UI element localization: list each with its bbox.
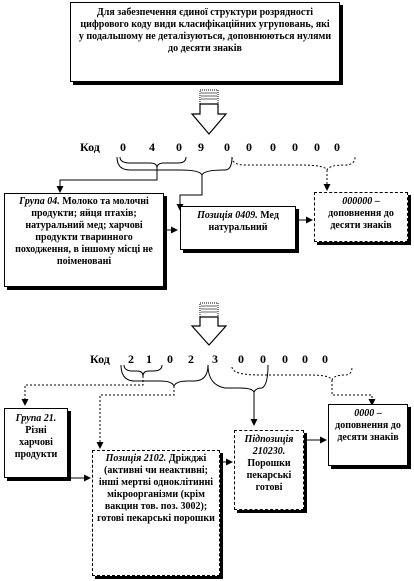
- code-digit: 0: [238, 352, 244, 366]
- brace-subposition-2: [208, 365, 268, 392]
- position-text: Мед натуральний: [208, 210, 279, 233]
- intro-text: Для забезпечення єдиної структури розрядності цифрового коду види класифікаційних угруповань, які у подальшому не деталізуються, доповнюються нулями до десяти знаків: [78, 7, 332, 54]
- code-digit: 0: [334, 140, 340, 154]
- code-digit: 0: [167, 352, 173, 366]
- code-digit: 0: [314, 140, 320, 154]
- brace-padding-2: [232, 367, 352, 380]
- code-digit: 0: [292, 140, 298, 154]
- code-digit: 0: [224, 140, 230, 154]
- subposition-box-2: [234, 430, 304, 510]
- code-label: Код: [90, 352, 110, 366]
- down-arrow-1: [192, 90, 226, 134]
- subposition-title: Підпозиція 210230.: [244, 434, 294, 457]
- brace-position-1: [117, 157, 232, 175]
- group-text: Різні харчові продукти: [14, 425, 58, 460]
- padding-text: – доповнення до десяти знаків: [335, 408, 401, 443]
- code-digit: 0: [176, 140, 182, 154]
- group-title: Група 21.: [15, 413, 57, 424]
- code-digit: 0: [246, 140, 252, 154]
- code-digit: 0: [302, 352, 308, 366]
- code-digit: 2: [188, 352, 194, 366]
- down-arrow-2: [192, 303, 226, 345]
- code-digit: 0: [270, 140, 276, 154]
- group-box-1: [4, 193, 164, 287]
- padding-title: 000000: [342, 196, 373, 207]
- code-digit: 0: [322, 352, 328, 366]
- padding-text: – доповнення до десяти знаків: [328, 196, 394, 231]
- position-text: Дріжджі (активні чи неактивні; інші мертві одноклітинні мікроорганізми (крім вакцин тов. поз. 3002); готові пекарські порошки: [97, 453, 215, 524]
- position-box-2: [92, 450, 220, 576]
- code-digit: 9: [198, 140, 204, 154]
- padding-title: 0000: [354, 408, 375, 419]
- padding-box-1: [314, 192, 408, 242]
- code-digit: 0: [260, 352, 266, 366]
- code-digit: 3: [212, 352, 218, 366]
- code-digit: 2: [128, 352, 134, 366]
- position-box-1: [180, 206, 296, 250]
- code-digit: 1: [146, 352, 152, 366]
- intro-box: [70, 2, 340, 82]
- code-digit: 4: [149, 140, 155, 154]
- code-label: Код: [80, 140, 100, 154]
- group-box-2: [4, 408, 68, 478]
- padding-box-2: [328, 404, 408, 466]
- code-digit: 0: [120, 140, 126, 154]
- brace-padding-1: [232, 157, 355, 170]
- brace-group-1: [120, 157, 186, 168]
- group-title: Група 04.: [19, 196, 60, 207]
- brace-position-2: [121, 365, 208, 386]
- position-title: Позиція 2102.: [105, 453, 167, 464]
- code-digit: 0: [282, 352, 288, 366]
- subposition-text: Порошки пекарські готові: [246, 458, 292, 493]
- group-text: Молоко та молочні продукти; яйця птахів; натуральний мед; харчові продукти тваринного походження, в іншому місці не поіменовані: [15, 196, 153, 267]
- position-title: Позиція 0409.: [197, 210, 258, 221]
